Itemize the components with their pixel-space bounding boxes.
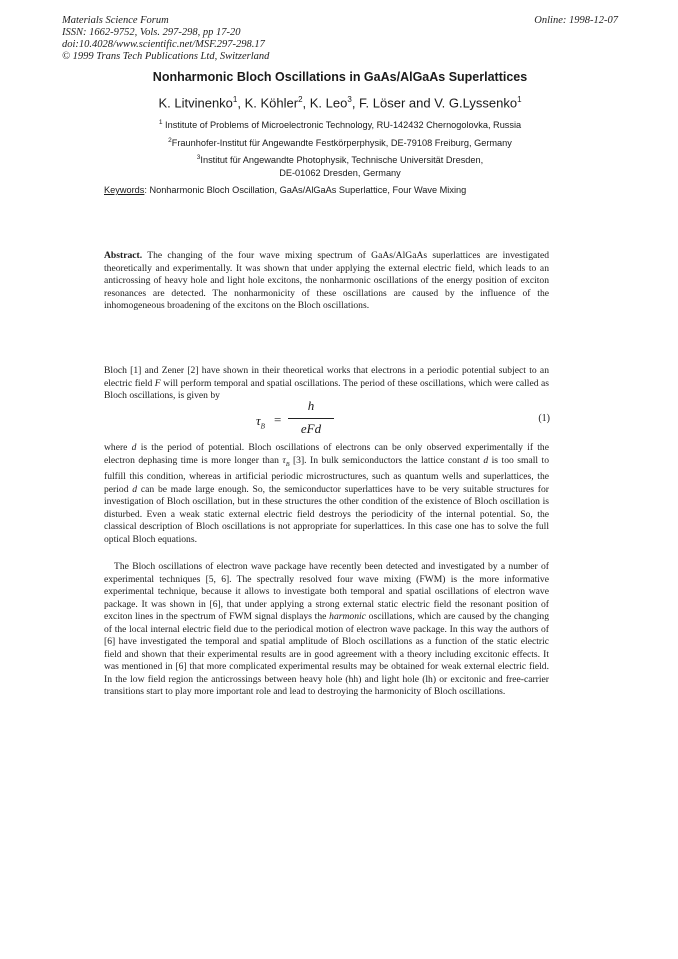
eq-tau: $\tau_B$ xyxy=(256,413,265,431)
eq-label: (1) xyxy=(538,413,550,424)
online-date: Online: 1998-12-07 xyxy=(534,15,618,26)
body-paragraph-2: where d is the period of potential. Bloch oscillations of electrons can be only observed experimentally if the electron dephasing time is more longer than $\tau_B$ [3]. In bulk semiconductors the lattice constant d is too small to fulfill this condition, whereas in artificial periodic microstructures, such as quantum wells and superlattices, the period d can be made large enough. So, the semiconductor superlattices have to be very suitable structures for investigation of Bloch oscillation, but in these structures the other condition of the existence of Bloch oscillation is disturbed. Even a weak static external electric field destroys the periodicity of the internal potential. So, the classical description of Bloch oscillations is not appropriate for superlattices. In this case one has to solve the full optical Bloch equations. xyxy=(104,442,550,545)
abstract-text: The changing of the four wave mixing spectrum of GaAs/AlGaAs superlattices are investigated theoretically and experimentally. It was shown that under applying the external electric field, which leads to an anticrossing of heavy hole and light hole excitons, the nonharmonic oscillations of the energy position of exciton resonances are detected. The nonharmonicity of these oscillations are caused by the influence of the inhomogeneous broadening of the excitons on the Bloch oscillations. xyxy=(104,250,549,312)
abstract xyxy=(104,250,549,313)
author-sup: 1 xyxy=(517,95,522,104)
affiliation-3: $^3$Institut für Angewandte Photophysik, Technische Universität Dresden, DE-01062 Dresden, Germany xyxy=(196,154,484,179)
doi-line[interactable]: doi:10.4028/www.scientific.net/MSF.297-298.17 xyxy=(62,39,265,50)
affiliation-2: $^2$Fraunhofer-Institut für Angewandte Festkörperphysik, DE-79108 Freiburg, Germany xyxy=(168,137,512,149)
copyright-line: © 1999 Trans Tech Publications Ltd, Switzerland xyxy=(62,51,270,62)
affiliation-1: $^1$ Institute of Problems of Microelectronic Technology, RU-142432 Chernogolovka, Russia xyxy=(158,119,522,131)
author: K. Leo xyxy=(309,95,348,111)
author: F. Löser and V. G.Lyssenko xyxy=(359,95,518,111)
keywords-label: Keywords xyxy=(104,185,145,195)
body-paragraph-3: The Bloch oscillations of electron wave package have recently been detected and investigated by a number of experimental techniques [5, 6]. The spectrally resolved four wave mixing (FWM) is the more informative experimental technique, because it allows to investigate both temporal and spatial oscillations of electron wave package. It was shown in [6], that under applying a strong external static electric field the resonant position of exciton lines in the spectrum of FWM signal displays the harmonic oscillations, which are caused by the changing of the local internal electric field due to the periodical motion of electron wave package. In this way the authors of [6] have investigated the temporal and spatial amplitude of Bloch oscillations as a function of the static electric field and shown that their experimental results are in good agreement with a theory including excitonic effects. It was mentioned in [6] that more complicated experimental results may be obtained for weak external electric field. In the low field region the anticrossings between heavy hole (hh) and light hole (lh) or excitonic and free-carrier transitions start to play more important role and lead to destroying the harmonicity of Bloch oscillations. xyxy=(104,561,549,698)
keywords xyxy=(104,185,466,195)
abstract-label: Abstract. xyxy=(104,250,143,261)
keywords-text: : Nonharmonic Bloch Oscillation, GaAs/AlGaAs Superlattice, Four Wave Mixing xyxy=(144,185,467,195)
journal-name: Materials Science Forum xyxy=(62,15,169,26)
eq-equals: = xyxy=(274,412,282,427)
journal-header xyxy=(62,15,269,63)
author-list: K. Litvinenko$^1$, K. Köhler$^2$, K. Leo$^3$, F. Löser and V. G.Lyssenko$^1$ xyxy=(158,95,522,111)
eq-numerator: h xyxy=(307,398,315,413)
author: K. Litvinenko xyxy=(158,95,233,111)
issn-line: ISSN: 1662-9752, Vols. 297-298, pp 17-20 xyxy=(62,27,241,38)
author-sup: 1 xyxy=(232,95,238,104)
author-sup: 2 xyxy=(298,95,303,104)
author: K. Köhler xyxy=(244,95,299,111)
eq-fraction-bar xyxy=(288,418,334,419)
equation-1 xyxy=(240,398,550,442)
paper-title: Nonharmonic Bloch Oscillations in GaAs/AlGaAs Superlattices xyxy=(152,70,528,84)
eq-denominator: eFd xyxy=(300,421,322,436)
intro-paragraph: Bloch [1] and Zener [2] have shown in their theoretical works that electrons in a periodic potential subject to an electric field F will perform temporal and spatial oscillations. The period of these oscillations, which were called as Bloch oscillations, is given by xyxy=(104,365,549,402)
author-sup: 3 xyxy=(347,95,352,104)
